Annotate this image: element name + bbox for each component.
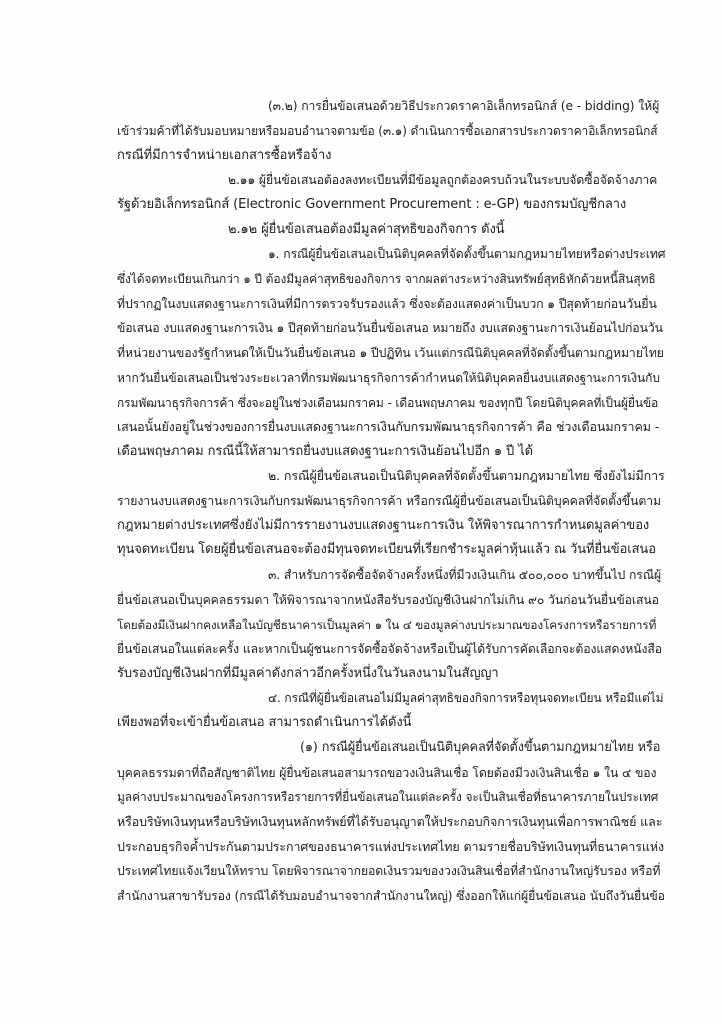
- text-line: หากวันยื่นข้อเสนอเป็นช่วงระยะเวลาที่กรมพัฒนาธุรกิจการค้ากำหนดให้นิติบุคคลยื่นงบแสดงฐานะการเงินกับ: [117, 371, 660, 385]
- text-line: ๔. กรณีที่ผู้ยื่นข้อเสนอไม่มีมูลค่าสุทธิของกิจการหรือทุนจดทะเบียน หรือมีแต่ไม่: [268, 691, 664, 705]
- text-line: เสนอนั้นยังอยู่ในช่วงของการยื่นงบแสดงฐานะการเงินกับกรมพัฒนาธุรกิจการค้า คือ ช่วงเดือนมกราคม -: [117, 419, 660, 434]
- text-line: ซึ่งได้จดทะเบียนเกินกว่า ๑ ปี ต้องมีมูลค่าสุทธิของกิจการ จากผลต่างระหว่างสินทรัพย์สุทธิหักด้วยหนี้สินสุทธิ: [117, 272, 656, 286]
- text-line: ทุนจดทะเบียน โดยผู้ยื่นข้อเสนอจะต้องมีทุนจดทะเบียนที่เรียกชำระมูลค่าหุ้นแล้ว ณ วันที่ยื่นข้อเสนอ: [117, 542, 656, 557]
- text-line: มูลค่างบประมาณของโครงการหรือรายการที่ยื่นข้อเสนอในแต่ละครั้ง จะเป็นสินเชื่อที่ธนาคารภายในประเทศ: [117, 790, 659, 804]
- text-line: กรณีที่มีการจำหน่ายเอกสารซื้อหรือจ้าง: [117, 148, 332, 163]
- text-line: ยื่นข้อเสนอเป็นบุคคลธรรมดา ให้พิจารณาจากหนังสือรับรองบัญชีเงินฝากไม่เกิน ๙๐ วันก่อนวันยื่นข้อเสนอ: [117, 593, 659, 607]
- text-line: (๑) กรณีผู้ยื่นข้อเสนอเป็นนิติบุคคลที่จัดตั้งขึ้นตามกฎหมายไทย หรือ: [300, 740, 661, 755]
- text-line: (๓.๒) การยื่นข้อเสนอด้วยวิธีประกวดราคาอิเล็กทรอนิกส์ (e - bidding) ให้ผู้: [268, 99, 660, 113]
- text-line: กรมพัฒนาธุรกิจการค้า ซึ่งจะอยู่ในช่วงเดือนมกราคม - เดือนพฤษภาคม ของทุกปี โดยนิติบุคคลที่เป็นผู้ยื่นข้อ: [117, 396, 659, 410]
- text-line: ๑. กรณีผู้ยื่นข้อเสนอเป็นนิติบุคคลที่จัดตั้งขึ้นตามกฎหมายไทยหรือต่างประเทศ: [268, 247, 666, 261]
- text-line: สำนักงานสาขารับรอง (กรณีได้รับมอบอำนาจจากสำนักงานใหญ่) ซึ่งออกให้แก่ผู้ยื่นข้อเสนอ นับถึงวันยื่นข้อ: [117, 889, 665, 903]
- text-line: ที่หน่วยงานของรัฐกำหนดให้เป็นวันยื่นข้อเสนอ ๑ ปีปฏิทิน เว้นแต่กรณีนิติบุคคลที่จัดตั้งขึ้นตามกฎหมายไทย: [117, 346, 664, 360]
- text-line: ข้อเสนอ งบแสดงฐานะการเงิน ๑ ปีสุดท้ายก่อนวันยื่นข้อเสนอ หมายถึง งบแสดงฐานะการเงินย้อนไปก่อนวัน: [117, 321, 663, 335]
- text-line: หรือบริษัทเงินทุนหรือบริษัทเงินทุนหลักทรัพย์ที่ได้รับอนุญาตให้ประกอบกิจการเงินทุนเพื่อการพาณิชย์ และ: [117, 814, 663, 829]
- text-line: ที่ปรากฏในงบแสดงฐานะการเงินที่มีการตรวจรับรองแล้ว ซึ่งจะต้องแสดงค่าเป็นบวก ๑ ปีสุดท้ายก่อนวันยื่น: [117, 297, 657, 311]
- text-line: เดือนพฤษภาคม กรณีนี้ให้สามารถยื่นงบแสดงฐานะการเงินย้อนไปอีก ๑ ปี ได้: [117, 444, 533, 459]
- text-line: กฎหมายต่างประเทศซึ่งยังไม่มีการรายงานงบแสดงฐานะการเงิน ให้พิจารณาการกำหนดมูลค่าของ: [117, 518, 650, 533]
- text-line: ๒.๑๑ ผู้ยื่นข้อเสนอต้องลงทะเบียนที่มีข้อมูลถูกต้องครบถ้วนในระบบจัดซื้อจัดจ้างภาค: [228, 173, 658, 187]
- text-line: บุคคลธรรมดาที่ถือสัญชาติไทย ผู้ยื่นข้อเสนอสามารถขอวงเงินสินเชื่อ โดยต้องมีวงเงินสินเชื่อ ๑ ใน ๔ ของ: [117, 766, 657, 780]
- text-line: ประเทศไทยแจ้งเวียนให้ทราบ โดยพิจารณาจากยอดเงินรวมของวงเงินสินเชื่อที่สำนักงานใหญ่รับรอง หรือที่: [117, 864, 661, 878]
- text-line: เพียงพอที่จะเข้ายื่นข้อเสนอ สามารถดำเนินการได้ดังนี้: [117, 715, 412, 730]
- text-line: รัฐด้วยอิเล็กทรอนิกส์ (Electronic Government Procurement : e-GP) ของกรมบัญชีกลาง: [117, 197, 627, 212]
- text-line: ยื่นข้อเสนอในแต่ละครั้ง และหากเป็นผู้ชนะการจัดซื้อจัดจ้างหรือเป็นผู้ได้รับการคัดเลือกจะต้องแสดงหนังสือ: [117, 642, 663, 656]
- text-line: เข้าร่วมค้าที่ได้รับมอบหมายหรือมอบอำนาจตามข้อ (๓.๑) ดำเนินการซื้อเอกสารประกวดราคาอิเล็กทรอนิกส์: [117, 124, 658, 138]
- text-line: ๒. กรณีผู้ยื่นข้อเสนอเป็นนิติบุคคลที่จัดตั้งขึ้นตามกฎหมายไทย ซึ่งยังไม่มีการ: [268, 468, 665, 483]
- text-line: ประกอบธุรกิจค้ำประกันตามประกาศของธนาคารแห่งประเทศไทย ตามรายชื่อบริษัทเงินทุนที่ธนาคารแห่ง: [117, 839, 664, 854]
- text-line: รับรองบัญชีเงินฝากที่มีมูลค่าดังกล่าวอีกครั้งหนึ่งในวันลงนามในสัญญา: [117, 666, 499, 681]
- text-line: ๓. สำหรับการจัดซื้อจัดจ้างครั้งหนึ่งที่มีวงเงินเกิน ๕๐๐,๐๐๐ บาทขึ้นไป กรณีผู้: [268, 568, 662, 582]
- text-line: ๒.๑๒ ผู้ยื่นข้อเสนอต้องมีมูลค่าสุทธิของกิจการ ดังนี้: [228, 222, 505, 237]
- text-line: รายงานงบแสดงฐานะการเงินกับกรมพัฒนาธุรกิจการค้า หรือกรณีผู้ยื่นข้อเสนอเป็นนิติบุคคลที่จัดตั้งขึ้นตาม: [117, 494, 661, 508]
- text-line: โดยต้องมีเงินฝากคงเหลือในบัญชีธนาคารเป็นมูลค่า ๑ ใน ๔ ของมูลค่างบประมาณของโครงการหรือรายการที่: [117, 618, 657, 632]
